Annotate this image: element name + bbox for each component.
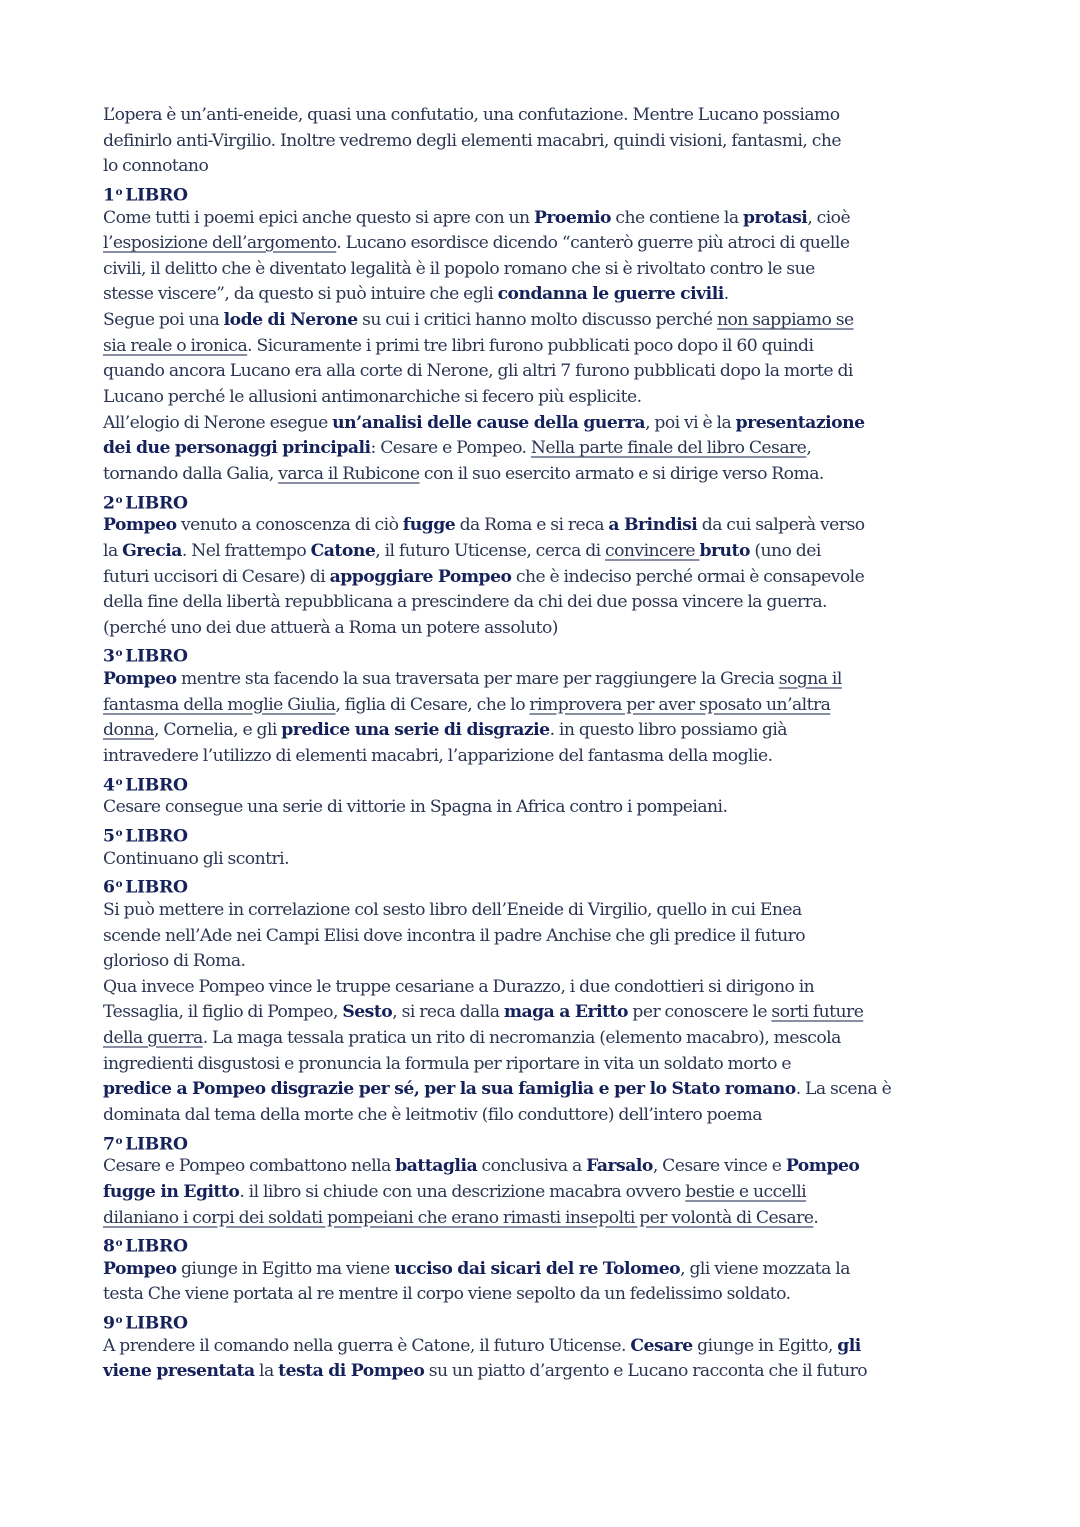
- text-run: , cioè: [807, 207, 851, 228]
- book-number: 6: [103, 877, 115, 898]
- book-number: 1: [103, 185, 115, 206]
- bold-text-run: protasi: [743, 207, 808, 228]
- text-run: Qua invece Pompeo vince le truppe cesariane a Durazzo, i due condottieri si dirigono in: [103, 976, 815, 997]
- underlined-text-run: sogna il: [778, 669, 842, 690]
- text-run: su cui i critici hanno molto discusso perché: [357, 310, 717, 331]
- text-run: . Lucano esordisce dicendo “canterò guerre più atroci di quelle: [336, 233, 850, 254]
- text-line: [103, 1282, 1003, 1308]
- underlined-text-run: convincere: [605, 540, 700, 561]
- text-run: su un piatto d’argento e Lucano racconta che il futuro: [424, 1361, 868, 1382]
- text-line: [103, 1052, 1003, 1078]
- book-heading: [103, 1308, 1003, 1334]
- bold-text-run: Sesto: [342, 1002, 393, 1023]
- bold-text-run: gli: [837, 1335, 861, 1356]
- text-run: stesse viscere”, da questo si può intuire che egli: [103, 284, 498, 305]
- text-run: giunge in Egitto ma viene: [176, 1258, 395, 1279]
- text-run: .: [723, 284, 729, 305]
- text-run: conclusiva a: [477, 1156, 587, 1177]
- underlined-text-run: donna: [103, 720, 154, 741]
- text-run: , poi vi è la: [645, 412, 736, 433]
- bold-text-run: appoggiare Pompeo: [329, 566, 512, 587]
- text-run: glorioso di Roma.: [103, 951, 246, 972]
- underlined-text-run: non sappiamo se: [716, 310, 854, 331]
- text-line: [103, 359, 1003, 385]
- underlined-text-run: bestie e uccelli: [685, 1181, 807, 1202]
- ordinal-indicator: o: [115, 185, 123, 198]
- ordinal-indicator: o: [115, 826, 123, 839]
- text-run: tornando dalla Galia,: [103, 463, 279, 484]
- text-run: da cui salperà verso: [697, 515, 865, 536]
- text-run: . in questo libro possiamo già: [549, 720, 787, 741]
- underlined-text-run: Nella parte finale del libro Cesare: [530, 438, 807, 459]
- book-heading: [103, 1129, 1003, 1155]
- text-run: Cesare e Pompeo combattono nella: [103, 1156, 396, 1177]
- book-label: LIBRO: [125, 877, 188, 898]
- text-run: lo connotano: [103, 156, 209, 177]
- text-line: [103, 847, 1003, 873]
- book-label: LIBRO: [125, 1236, 188, 1257]
- underlined-text-run: della guerra: [103, 1028, 203, 1049]
- text-line: [103, 539, 1003, 565]
- text-run: , si reca dalla: [392, 1002, 504, 1023]
- text-line: [103, 154, 1003, 180]
- text-line: [103, 616, 1003, 642]
- bold-text-run: testa di Pompeo: [278, 1361, 425, 1382]
- text-run: , Cesare vince e: [652, 1156, 786, 1177]
- bold-text-run: maga a Eritto: [503, 1002, 628, 1023]
- text-line: [103, 1359, 1003, 1385]
- bold-text-run: predice a Pompeo disgrazie per sé, per la sua famiglia e per lo Stato romano: [103, 1079, 796, 1100]
- text-run: (perché uno dei due attuerà a Roma un potere assoluto): [103, 617, 558, 638]
- text-line: [103, 1026, 1003, 1052]
- text-run: Cesare consegue una serie di vittorie in Spagna in Africa contro i pompeiani.: [103, 797, 728, 818]
- bold-text-run: Catone: [310, 540, 376, 561]
- text-run: . il libro si chiude con una descrizione macabra ovvero: [239, 1181, 686, 1202]
- text-line: [103, 206, 1003, 232]
- text-run: A prendere il comando nella guerra è Catone, il futuro Uticense.: [103, 1335, 631, 1356]
- bold-text-run: Pompeo: [103, 669, 177, 690]
- text-line: [103, 975, 1003, 1001]
- book-number: 5: [103, 826, 115, 847]
- book-number: 4: [103, 775, 115, 796]
- text-line: [103, 257, 1003, 283]
- text-run: dominata dal tema della morte che è leitmotiv (filo conduttore) dell’intero poema: [103, 1104, 762, 1125]
- text-line: [103, 513, 1003, 539]
- bold-text-run: fugge: [402, 515, 456, 536]
- bold-text-run: fugge in Egitto: [103, 1181, 240, 1202]
- book-label: LIBRO: [125, 826, 188, 847]
- underlined-text-run: dilaniano i corpi dei soldati pompeiani che erano rimasti insepolti per volontà di Cesare: [103, 1207, 814, 1228]
- text-line: [103, 231, 1003, 257]
- underlined-text-run: varca il Rubicone: [278, 463, 420, 484]
- text-run: quando ancora Lucano era alla corte di Nerone, gli altri 7 furono pubblicati dopo la morte di: [103, 361, 853, 382]
- text-run: Continuano gli scontri.: [103, 848, 289, 869]
- underlined-text-run: sorti future: [771, 1002, 864, 1023]
- text-run: giunge in Egitto,: [692, 1335, 838, 1356]
- text-run: ,: [806, 438, 812, 459]
- text-line: [103, 898, 1003, 924]
- text-line: [103, 1000, 1003, 1026]
- text-line: [103, 103, 1003, 129]
- text-line: [103, 1077, 1003, 1103]
- text-line: [103, 1257, 1003, 1283]
- text-run: L’opera è un’anti-eneide, quasi una confutatio, una confutazione. Mentre Lucano possiamo: [103, 105, 840, 125]
- text-run: venuto a conoscenza di ciò: [176, 515, 403, 536]
- text-run: . Sicuramente i primi tre libri furono pubblicati poco dopo il 60 quindi: [247, 335, 814, 356]
- text-line: [103, 1103, 1003, 1129]
- text-run: , Cornelia, e gli: [154, 720, 282, 741]
- book-number: 8: [103, 1236, 115, 1257]
- text-line: [103, 1206, 1003, 1232]
- text-run: ingredienti disgustosi e pronuncia la formula per riportare in vita un soldato morto e: [103, 1053, 791, 1074]
- bold-text-run: Proemio: [533, 207, 612, 228]
- text-line: [103, 718, 1003, 744]
- text-run: Come tutti i poemi epici anche questo si apre con un: [103, 207, 534, 228]
- text-line: [103, 462, 1003, 488]
- text-line: [103, 590, 1003, 616]
- text-run: : Cesare e Pompeo.: [370, 438, 531, 459]
- text-run: , il futuro Uticense, cerca di: [375, 540, 606, 561]
- text-line: [103, 436, 1003, 462]
- text-run: .: [813, 1207, 819, 1228]
- book-label: LIBRO: [125, 1313, 188, 1334]
- text-run: Lucano perché le allusioni antimonarchiche si fecero più esplicite.: [103, 387, 642, 408]
- book-label: LIBRO: [125, 185, 188, 206]
- bold-text-run: un’analisi delle cause della guerra: [332, 412, 646, 433]
- bold-text-run: ucciso dai sicari del re Tolomeo: [394, 1258, 681, 1279]
- text-line: [103, 334, 1003, 360]
- text-line: [103, 565, 1003, 591]
- text-line: [103, 308, 1003, 334]
- text-line: [103, 744, 1003, 770]
- text-run: da Roma e si reca: [455, 515, 609, 536]
- bold-text-run: condanna le guerre civili: [497, 284, 724, 305]
- text-run: Tessaglia, il figlio di Pompeo,: [103, 1002, 343, 1023]
- text-run: con il suo esercito armato e si dirige verso Roma.: [419, 463, 824, 484]
- bold-text-run: Pompeo: [785, 1156, 860, 1177]
- ordinal-indicator: o: [115, 1134, 123, 1147]
- underlined-text-run: fantasma della moglie Giulia: [103, 694, 336, 715]
- text-run: . La scena è: [795, 1079, 892, 1100]
- text-run: , gli viene mozzata la: [680, 1258, 850, 1279]
- text-run: intravedere l’utilizzo di elementi macabri, l’apparizione del fantasma della moglie.: [103, 746, 773, 767]
- ordinal-indicator: o: [115, 647, 123, 660]
- bold-text-run: Cesare: [630, 1335, 693, 1356]
- bold-text-run: predice una serie di disgrazie: [281, 720, 550, 741]
- text-line: [103, 693, 1003, 719]
- ordinal-indicator: o: [115, 878, 123, 891]
- text-run: la: [103, 540, 123, 561]
- bold-text-run: Farsalo: [586, 1156, 653, 1177]
- text-line: [103, 1154, 1003, 1180]
- bold-text-run: viene presentata: [103, 1361, 255, 1382]
- ordinal-indicator: o: [115, 1314, 123, 1327]
- text-line: [103, 385, 1003, 411]
- text-run: . Nel frattempo: [181, 540, 311, 561]
- underlined-text-run: sia reale o ironica: [103, 335, 248, 356]
- book-number: 7: [103, 1134, 115, 1155]
- book-label: LIBRO: [125, 775, 188, 796]
- bold-text-run: bruto: [699, 540, 750, 561]
- book-number: 2: [103, 493, 115, 514]
- bold-text-run: dei due personaggi principali: [103, 438, 371, 459]
- bold-text-run: presentazione: [735, 412, 865, 433]
- text-run: che contiene la: [611, 207, 743, 228]
- text-run: (uno dei: [749, 540, 821, 561]
- text-run: mentre sta facendo la sua traversata per mare per raggiungere la Grecia: [176, 669, 779, 690]
- book-heading: [103, 821, 1003, 847]
- text-run: per conoscere le: [627, 1002, 772, 1023]
- text-line: [103, 667, 1003, 693]
- ordinal-indicator: o: [115, 775, 123, 788]
- book-number: 9: [103, 1313, 115, 1334]
- text-run: della fine della libertà repubblicana a prescindere da chi dei due possa vincere la guerra.: [103, 592, 827, 613]
- book-heading: [103, 641, 1003, 667]
- text-run: All’elogio di Nerone esegue: [103, 412, 333, 433]
- ordinal-indicator: o: [115, 1237, 123, 1250]
- book-label: LIBRO: [125, 493, 188, 514]
- text-line: [103, 129, 1003, 155]
- document-page: [103, 103, 1003, 1385]
- text-line: [103, 795, 1003, 821]
- bold-text-run: battaglia: [395, 1156, 478, 1177]
- book-heading: [103, 1231, 1003, 1257]
- text-run: la: [254, 1361, 279, 1382]
- text-line: [103, 1334, 1003, 1360]
- ordinal-indicator: o: [115, 493, 123, 506]
- book-heading: [103, 488, 1003, 514]
- text-run: civili, il delitto che è diventato legalità è il popolo romano che si è rivoltato contro le sue: [103, 258, 815, 279]
- book-heading: [103, 872, 1003, 898]
- book-heading: [103, 770, 1003, 796]
- text-line: [103, 949, 1003, 975]
- bold-text-run: Pompeo: [103, 1258, 177, 1279]
- text-run: , figlia di Cesare, che lo: [335, 694, 530, 715]
- text-run: che è indeciso perché ormai è consapevole: [511, 566, 865, 587]
- text-line: [103, 411, 1003, 437]
- bold-text-run: a Brindisi: [608, 515, 698, 536]
- text-run: Si può mettere in correlazione col sesto libro dell’Eneide di Virgilio, quello in cui Enea: [103, 899, 802, 920]
- text-line: [103, 924, 1003, 950]
- text-run: Segue poi una: [103, 310, 224, 331]
- text-line: [103, 1180, 1003, 1206]
- bold-text-run: Pompeo: [103, 515, 177, 536]
- text-line: [103, 282, 1003, 308]
- text-run: futuri uccisori di Cesare) di: [103, 566, 330, 587]
- bold-text-run: lode di Nerone: [223, 310, 358, 331]
- book-number: 3: [103, 647, 115, 668]
- bold-text-run: Grecia: [122, 540, 182, 561]
- text-run: testa Che viene portata al re mentre il corpo viene sepolto da un fedelissimo soldato.: [103, 1284, 791, 1305]
- text-run: scende nell’Ade nei Campi Elisi dove incontra il padre Anchise che gli predice il futuro: [103, 925, 806, 946]
- text-run: . La maga tessala pratica un rito di necromanzia (elemento macabro), mescola: [202, 1028, 841, 1049]
- text-run: definirlo anti-Virgilio. Inoltre vedremo degli elementi macabri, quindi visioni, fantasmi, che: [103, 130, 841, 151]
- underlined-text-run: rimprovera per aver sposato un’altra: [529, 694, 831, 715]
- book-label: LIBRO: [125, 647, 188, 668]
- book-heading: [103, 180, 1003, 206]
- book-label: LIBRO: [125, 1134, 188, 1155]
- underlined-text-run: l’esposizione dell’argomento: [103, 233, 337, 254]
